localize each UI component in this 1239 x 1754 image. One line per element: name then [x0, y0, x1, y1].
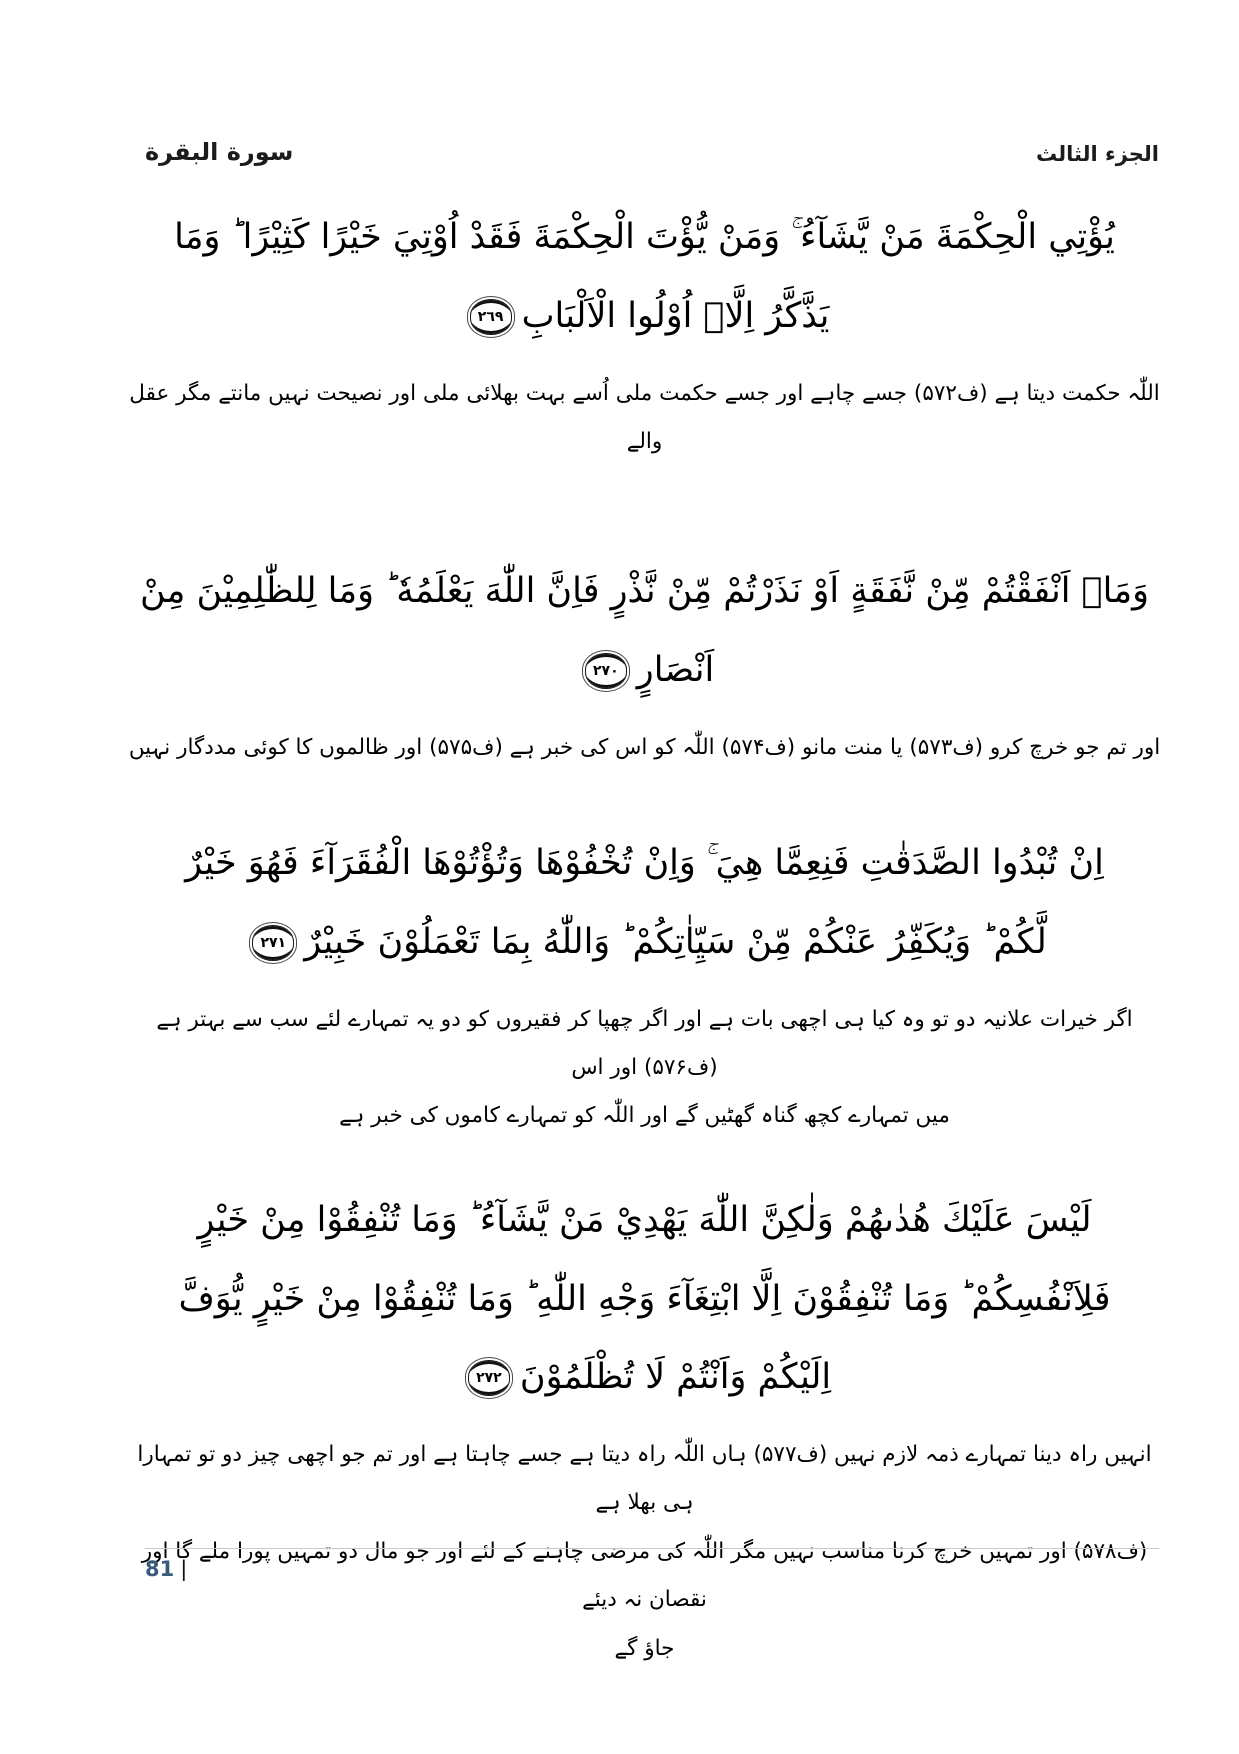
urdu-translation-line: اللّٰہ حکمت دیتا ہے (ف۵۷۲) جسے چاہے اور جسے حکمت ملی اُسے بہت بھلائی ملی اور نصیحت نہیں مانتے مگر عقل والے [129, 380, 1160, 454]
arabic-verse-line: وَمَاۤ اَنْفَقْتُمْ مِّنْ نَّفَقَةٍ اَوْ نَذَرْتُمْ مِّنْ نَّذْرٍ فَاِنَّ اللّٰهَ يَعْلَمُهٗ ؕ وَمَا لِلظّٰلِمِيْنَ مِنْ [140, 571, 1149, 612]
page-header [0, 0, 1239, 166]
urdu-translation-line: انہیں راہ دینا تمہارے ذمہ لازم نہیں (ف۵۷۷) ہاں اللّٰہ راہ دیتا ہے جسے چاہتا ہے اور تم جو اچھی چیز دو تو تمہارا ہی بھلا ہے [137, 1442, 1152, 1516]
page-footer [145, 1548, 1159, 1581]
arabic-verse-line [128, 903, 1161, 982]
page-body [0, 166, 1239, 1673]
page-number-separator: | [180, 1557, 188, 1581]
urdu-translation-line: اگر خیرات علانیہ دو تو وہ کیا ہی اچھی بات ہے اور اگر چھپا کر فقیروں کو دو یہ تمہارے لئے سب سے بہتر ہے (ف۵۷۶) اور اس [156, 1006, 1133, 1080]
footer-divider [145, 1548, 1159, 1549]
arabic-verse-line: لَيْسَ عَلَيْكَ هُدٰىهُمْ وَلٰكِنَّ اللّٰهَ يَهْدِيْ مَنْ يَّشَآءُ ؕ وَمَا تُنْفِقُوْا مِنْ خَيْرٍ [197, 1199, 1092, 1240]
arabic-verse-line [128, 631, 1161, 710]
verse-number-medallion: ٢٧٠ [585, 653, 627, 689]
urdu-translation-line: میں تمہارے کچھ گناہ گھٹیں گے اور اللّٰہ کو تمہارے کاموں کی خبر ہے [339, 1103, 950, 1129]
arabic-verse-line: يُؤْتِي الْحِكْمَةَ مَنْ يَّشَآءُ ۚ وَمَنْ يُّؤْتَ الْحِكْمَةَ فَقَدْ اُوْتِيَ خَيْرًا كَثِيْرًا ؕ وَمَا [174, 217, 1115, 257]
verse-number-medallion: ٢٧١ [252, 925, 294, 961]
verse-number-medallion: ٢٧٢ [468, 1360, 510, 1396]
arabic-verse-text: يَذَّكَّرُ اِلَّاۤ اُوْلُوا الْاَلْبَابِ [521, 295, 830, 336]
verse-block-271 [128, 824, 1161, 1141]
arabic-verse-text: اِلَيْكُمْ وَاَنْتُمْ لَا تُظْلَمُوْنَ [519, 1357, 832, 1398]
arabic-verse-line: فَلِاَنْفُسِكُمْ ؕ وَمَا تُنْفِقُوْنَ اِلَّا ابْتِغَآءَ وَجْهِ اللّٰهِ ؕ وَمَا تُنْفِقُوْا مِنْ خَيْرٍ يُّوَفَّ [178, 1278, 1111, 1319]
urdu-translation-line: اور تم جو خرچ کرو (ف۵۷۳) یا منت مانو (ف۵۷۴) اللّٰہ کو اس کی خبر ہے (ف۵۷۵) اور ظالموں کا کوئی مددگار نہیں [128, 734, 1161, 760]
juz-title-calligraphy: الجزء الثالث [1036, 142, 1159, 166]
urdu-translation [128, 370, 1161, 467]
arabic-verse-line [128, 277, 1161, 356]
arabic-verse-line [128, 1338, 1161, 1417]
arabic-verse-text: لَّكُمْ ؕ وَيُكَفِّرُ عَنْكُمْ مِّنْ سَيِّاٰتِكُمْ ؕ وَاللّٰهُ بِمَا تَعْمَلُوْنَ خَبِيْرٌ [304, 921, 1047, 962]
surah-title-calligraphy: سورة البقرة [145, 138, 294, 166]
page-number: 81 [145, 1557, 175, 1581]
verse-block-270 [128, 552, 1161, 772]
page-number-wrap [145, 1557, 1159, 1581]
urdu-translation [128, 724, 1161, 772]
arabic-verse-text: اَنْصَارٍ [636, 650, 715, 690]
verse-block-272 [128, 1181, 1161, 1673]
arabic-verse-line: اِنْ تُبْدُوا الصَّدَقٰتِ فَنِعِمَّا هِيَ ۚ وَاِنْ تُخْفُوْهَا وَتُؤْتُوْهَا الْفُقَرَآءَ فَهُوَ خَيْرٌ [185, 843, 1104, 884]
verse-block-269 [128, 198, 1161, 466]
urdu-translation [128, 996, 1161, 1141]
urdu-translation-line: (ف۵۷۸) اور تمہیں خرچ کرنا مناسب نہیں مگر اللّٰہ کی مرضی چاہنے کے لئے اور جو مال دو تمہیں پورا ملے گا اور نقصان نہ دیئے [141, 1538, 1148, 1613]
urdu-translation-line: جاؤ گے [614, 1635, 675, 1661]
verse-number-medallion: ٢٦٩ [470, 299, 512, 335]
